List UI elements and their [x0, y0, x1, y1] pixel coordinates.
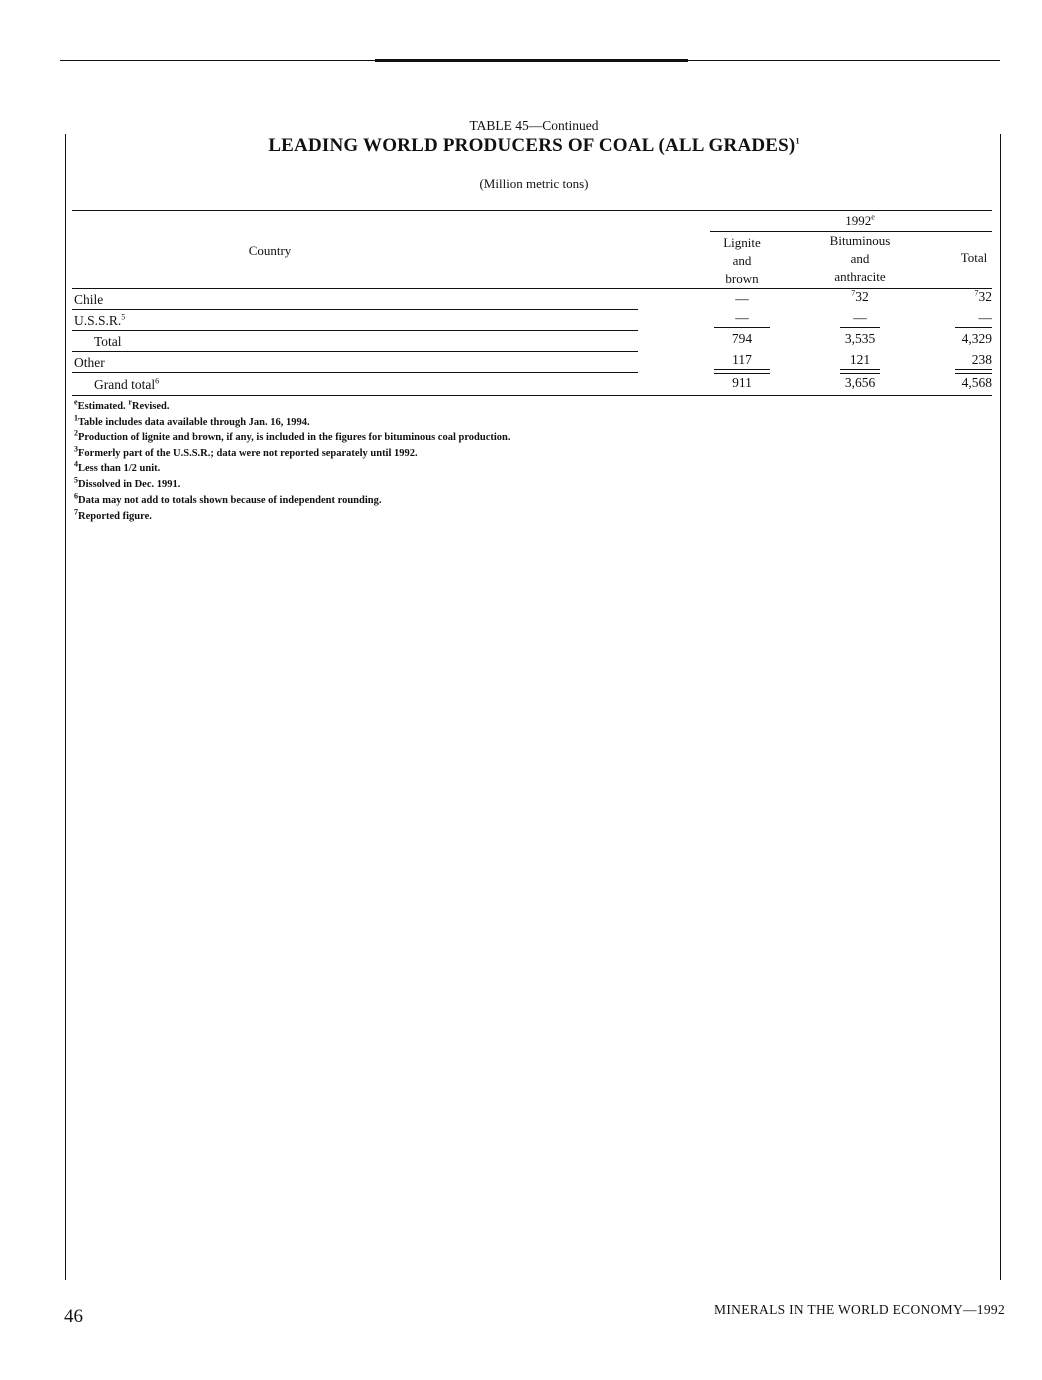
lignite-chile: — — [735, 291, 749, 306]
double-rule-lignite — [714, 373, 770, 374]
row-label-chile: Chile — [74, 292, 104, 307]
lignite-total: 794 — [731, 331, 753, 346]
double-rule-lignite — [714, 369, 770, 370]
total-ussr: — — [978, 310, 992, 325]
sum-rule-total — [955, 327, 992, 328]
bituminous-ussr: — — [853, 310, 867, 325]
footnote-6: $^6$Data may not add to totals shown because of independent rounding. — [74, 491, 382, 506]
top-rule-bold — [375, 59, 688, 62]
total-grand-total: 4,568 — [961, 375, 992, 390]
row-rule — [72, 351, 638, 352]
double-rule-total — [955, 373, 992, 374]
footnote-4: $^4$Less than 1/2 unit. — [74, 459, 161, 474]
lignite-ussr: — — [735, 310, 749, 325]
table-units: (Million metric tons) — [479, 176, 589, 191]
row-label-ussr: U.S.S.R.$^5$ — [74, 312, 126, 328]
total-total: 4,329 — [961, 331, 992, 346]
lignite-other: 117 — [732, 352, 752, 367]
row-label-total: Total — [94, 334, 122, 349]
country-header: Country — [248, 243, 292, 258]
header-top-rule — [72, 210, 992, 211]
year-header: 1992e — [845, 212, 875, 228]
right-border — [1000, 134, 1001, 1280]
row-label-grand-total: Grand total$^6$ — [94, 376, 160, 392]
footnote-2: $^2$Production of lignite and brown, if any, is included in the figures for bituminous coal production. — [74, 428, 511, 443]
left-border — [65, 134, 66, 1280]
footnote-1: $^1$Table includes data available through Jan. 16, 1994. — [74, 413, 310, 428]
bituminous-grand-total: 3,656 — [844, 375, 876, 390]
table-bottom-rule — [72, 395, 992, 396]
double-rule-bituminous — [840, 373, 880, 374]
lignite-grand-total: 911 — [732, 375, 752, 390]
table-label: TABLE 45—Continued — [469, 118, 599, 133]
total-chile: $^7$32 — [974, 288, 992, 304]
row-rule — [72, 372, 638, 373]
sum-rule-lignite — [714, 327, 770, 328]
table-title: LEADING WORLD PRODUCERS OF COAL (ALL GRADES)$^1$ — [268, 135, 800, 156]
bituminous-chile: $^7$32 — [851, 288, 869, 304]
row-rule — [72, 330, 638, 331]
footnote-5: $^5$Dissolved in Dec. 1991. — [74, 475, 181, 490]
bituminous-total: 3,535 — [844, 331, 876, 346]
total-header: Total — [960, 250, 988, 265]
sum-rule-bituminous — [840, 327, 880, 328]
row-label-other: Other — [74, 355, 105, 370]
bituminous-other: 121 — [849, 352, 871, 367]
page-number: 46 — [64, 1306, 83, 1327]
bituminous-header: Bituminous and anthracite — [829, 233, 891, 284]
running-footer: MINERALS IN THE WORLD ECONOMY—1992 — [714, 1302, 1005, 1317]
double-rule-bituminous — [840, 369, 880, 370]
total-other: 238 — [971, 352, 992, 367]
footnote-estimated-revised: $^e$Estimated. $^r$Revised. — [74, 397, 170, 412]
footnote-3: $^3$Formerly part of the U.S.S.R.; data were not reported separately until 1992. — [74, 444, 418, 459]
footnote-7: $^7$Reported figure. — [74, 507, 152, 522]
double-rule-total — [955, 369, 992, 370]
row-rule — [72, 309, 638, 310]
lignite-header: Lignite and brown — [723, 235, 761, 286]
